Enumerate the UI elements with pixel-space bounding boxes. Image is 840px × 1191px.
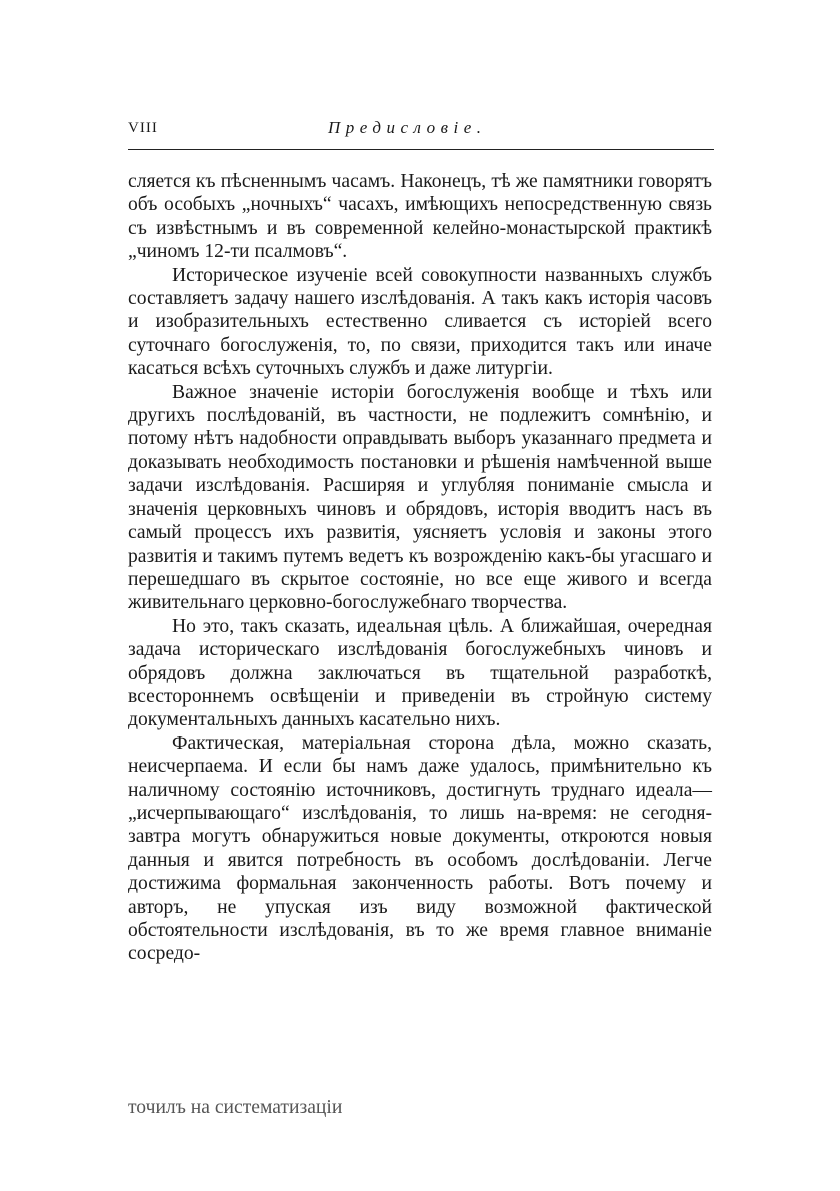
paragraph: Но это, такъ сказать, идеальная цѣль. А ближайшая, очередная задача историческаго изслѣдованія богослужебныхъ чиновъ и обрядовъ должна заключаться въ тщательной разработкѣ, всестороннемъ освѣщеніи и приведеніи въ стройную систему документальныхъ данныхъ касательно нихъ. bbox=[128, 615, 712, 731]
paragraph: Историческое изученіе всей совокупности названныхъ службъ составляетъ задачу нашего изслѣдованія. А такъ какъ исторія часовъ и изобразительныхъ естественно сливается съ исторіей всего суточнаго богослуженія, то, по связи, приходится такъ или иначе касаться всѣхъ суточныхъ службъ и даже литургіи. bbox=[128, 264, 712, 380]
cut-off-line bbox=[128, 1097, 428, 1118]
body-text bbox=[128, 170, 712, 966]
paragraph: Фактическая, матеріальная сторона дѣла, можно сказать, неисчерпаема. И если бы намъ даже удалось, примѣнительно къ наличному состоянію источниковъ, достигнуть труднаго идеала—„исчерпывающаго“ изслѣдованія, то лишь на-время: не сегодня-завтра могутъ обнаружиться новые документы, откроются новыя данныя и явится потребность въ особомъ дослѣдованіи. Легче достижима формальная законченность работы. Вотъ почему и авторъ, не упуская изъ виду возможной фактической обстоятельности изслѣдованія, въ то же время главное вниманіе сосредо- bbox=[128, 732, 712, 965]
page-header bbox=[128, 118, 714, 142]
header-rule bbox=[128, 149, 714, 150]
paragraph-continuation: сляется къ пѣсненнымъ часамъ. Наконецъ, тѣ же памятники говорятъ объ особыхъ „ночныхъ“ часахъ, имѣющихъ непосредственную связь съ извѣстнымъ и въ современной келейно-монастырской практикѣ „чиномъ 12-ти псалмовъ“. bbox=[128, 171, 712, 263]
running-title: Предисловіе. bbox=[328, 118, 487, 137]
paragraph: Важное значеніе исторіи богослуженія вообще и тѣхъ или другихъ послѣдованій, въ частности, не подлежитъ сомнѣнію, и потому нѣтъ надобности оправдывать выборъ указаннаго предмета и доказывать необходимость постановки и рѣшенія намѣченной выше задачи изслѣдованія. Расширяя и углубляя пониманіе смысла и значенія церковныхъ чиновъ и обрядовъ, исторія вводитъ насъ въ самый процессъ ихъ развитія, уясняетъ условія и законы этого развитія и такимъ путемъ ведетъ къ возрожденію какъ-бы угасшаго и перешедшаго въ скрытое состояніе, но все еще живого и всегда живительнаго церковно-богослужебнаго творчества. bbox=[128, 381, 712, 614]
cut-off-text: точилъ на систематизаціи bbox=[128, 1097, 343, 1118]
page-number: VIII bbox=[128, 120, 158, 136]
